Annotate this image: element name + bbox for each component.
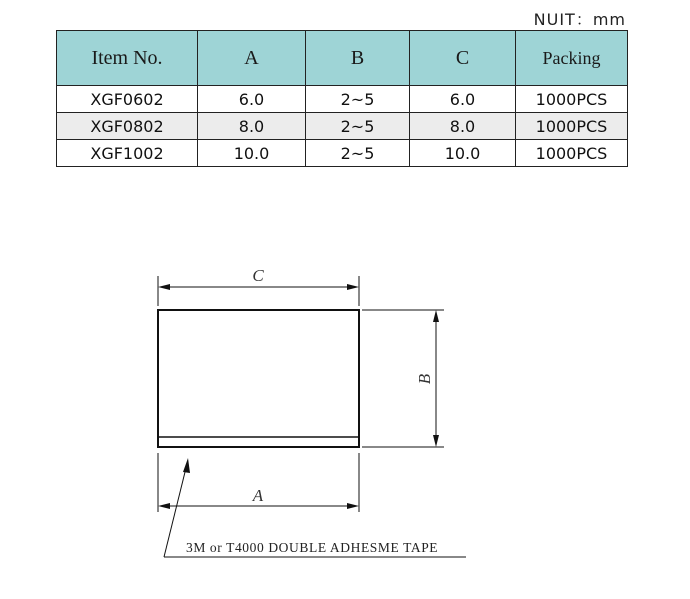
- tape-note: 3M or T4000 DOUBLE ADHESME TAPE: [186, 540, 439, 555]
- leader-line: [164, 468, 186, 557]
- table-row: [57, 140, 628, 167]
- table-header-row: [57, 31, 628, 86]
- cell-item-no: XGF0602: [57, 86, 198, 113]
- unit-label: NUIT：mm: [533, 10, 626, 29]
- cell-c: 8.0: [410, 113, 516, 140]
- cell-c: 6.0: [410, 86, 516, 113]
- header-packing: Packing: [516, 31, 628, 86]
- cell-b: 2~5: [306, 86, 410, 113]
- arrowhead: [158, 503, 170, 509]
- dimension-label-c: C: [252, 266, 264, 285]
- cell-b: 2~5: [306, 140, 410, 167]
- cell-a: 8.0: [198, 113, 306, 140]
- cell-item-no: XGF1002: [57, 140, 198, 167]
- table-row: [57, 113, 628, 140]
- cell-c: 10.0: [410, 140, 516, 167]
- dimension-label-a: A: [252, 486, 264, 505]
- cell-packing: 1000PCS: [516, 86, 628, 113]
- cell-packing: 1000PCS: [516, 140, 628, 167]
- header-a: A: [198, 31, 306, 86]
- dimension-label-b: B: [415, 373, 434, 385]
- table-row: [57, 86, 628, 113]
- header-item-no: Item No.: [57, 31, 198, 86]
- pad-dimension-drawing: [0, 250, 690, 570]
- arrowhead: [183, 458, 190, 473]
- arrowhead: [347, 503, 359, 509]
- arrowhead: [158, 284, 170, 290]
- cell-a: 10.0: [198, 140, 306, 167]
- header-b: B: [306, 31, 410, 86]
- pad-outline: [158, 310, 359, 447]
- arrowhead: [433, 435, 439, 447]
- cell-packing: 1000PCS: [516, 113, 628, 140]
- arrowhead: [433, 310, 439, 322]
- cell-b: 2~5: [306, 113, 410, 140]
- arrowhead: [347, 284, 359, 290]
- cell-item-no: XGF0802: [57, 113, 198, 140]
- header-c: C: [410, 31, 516, 86]
- cell-a: 6.0: [198, 86, 306, 113]
- spec-table: [56, 30, 628, 167]
